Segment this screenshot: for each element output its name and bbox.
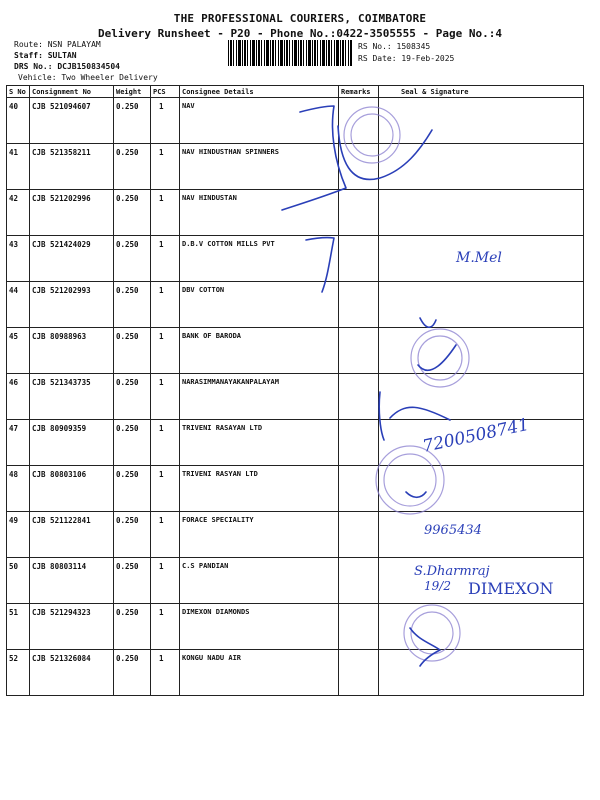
signature-cell [379, 650, 584, 696]
table-row [7, 512, 584, 558]
remarks-cell [339, 282, 379, 328]
pcs-cell: 1 [151, 144, 180, 190]
weight-cell: 0.250 [114, 328, 151, 374]
weight-cell: 0.250 [114, 650, 151, 696]
sno-cell: 46 [7, 374, 30, 420]
signature-cell [379, 328, 584, 374]
pcs-cell: 1 [151, 650, 180, 696]
col-remarks: Remarks [339, 86, 379, 98]
remarks-cell [339, 328, 379, 374]
consignee-cell: NAV HINDUSTAN [180, 190, 339, 236]
barcode [228, 40, 352, 66]
table-row [7, 282, 584, 328]
remarks-cell [339, 512, 379, 558]
pcs-cell: 1 [151, 190, 180, 236]
rs-number: RS No.: 1508345 [358, 42, 431, 51]
phone-number-handwritten: 7200508741 [420, 414, 531, 457]
remarks-cell [339, 374, 379, 420]
consignment-cell: CJB 521343735 [30, 374, 114, 420]
sno-cell: 44 [7, 282, 30, 328]
consignee-cell: D.B.V COTTON MILLS PVT [180, 236, 339, 282]
remarks-cell [339, 558, 379, 604]
weight-cell: 0.250 [114, 98, 151, 144]
signature-cell [379, 282, 584, 328]
consignee-cell: BANK OF BARODA [180, 328, 339, 374]
consignment-cell: CJB 521094607 [30, 98, 114, 144]
pcs-cell: 1 [151, 466, 180, 512]
consignee-cell: FORACE SPECIALITY [180, 512, 339, 558]
sno-cell: 49 [7, 512, 30, 558]
table-row [7, 374, 584, 420]
consignee-cell: DBV COTTON [180, 282, 339, 328]
runsheet-table [6, 85, 584, 696]
signature-cell [379, 144, 584, 190]
table-row [7, 328, 584, 374]
remarks-cell [339, 236, 379, 282]
pcs-cell: 1 [151, 236, 180, 282]
sno-cell: 52 [7, 650, 30, 696]
table-row [7, 650, 584, 696]
weight-cell: 0.250 [114, 144, 151, 190]
remarks-cell [339, 144, 379, 190]
pcs-cell: 1 [151, 328, 180, 374]
staff-label: Staff: SULTAN [14, 51, 77, 60]
consignee-cell: TRIVENI RASAYAN LTD [180, 420, 339, 466]
consignment-cell: CJB 521326084 [30, 650, 114, 696]
consignee-cell: NAV HINDUSTHAN SPINNERS [180, 144, 339, 190]
consignment-cell: CJB 521122841 [30, 512, 114, 558]
sno-cell: 47 [7, 420, 30, 466]
table-header-row [7, 86, 584, 98]
weight-cell: 0.250 [114, 466, 151, 512]
signature-cell [379, 374, 584, 420]
consignment-cell: CJB 521202996 [30, 190, 114, 236]
consignment-cell: CJB 521424029 [30, 236, 114, 282]
sno-cell: 42 [7, 190, 30, 236]
remarks-cell [339, 604, 379, 650]
consignment-cell: CJB 521202993 [30, 282, 114, 328]
consignment-cell: CJB 80909359 [30, 420, 114, 466]
sno-cell: 45 [7, 328, 30, 374]
sno-cell: 43 [7, 236, 30, 282]
weight-cell: 0.250 [114, 512, 151, 558]
route-label: Route: NSN PALAYAM [14, 40, 101, 49]
consignment-cell: CJB 521294323 [30, 604, 114, 650]
pcs-cell: 1 [151, 98, 180, 144]
signature-cell [379, 558, 584, 604]
consignment-cell: CJB 521358211 [30, 144, 114, 190]
date-handwritten: 19/2 [424, 579, 451, 593]
col-consignment: Consignment No [30, 86, 114, 98]
table-row [7, 236, 584, 282]
weight-cell: 0.250 [114, 282, 151, 328]
pcs-cell: 1 [151, 558, 180, 604]
runsheet-subtitle: Delivery Runsheet - P20 - Phone No.:0422-3505555 - Page No.:4 [98, 27, 502, 40]
remarks-cell [339, 420, 379, 466]
remarks-cell [339, 98, 379, 144]
consignee-cell: TRIVENI RASYAN LTD [180, 466, 339, 512]
table-row [7, 466, 584, 512]
signature-cell [379, 512, 584, 558]
weight-cell: 0.250 [114, 604, 151, 650]
table-row [7, 420, 584, 466]
table-row [7, 98, 584, 144]
weight-cell: 0.250 [114, 374, 151, 420]
rs-date: RS Date: 19-Feb-2025 [358, 54, 455, 63]
phone-number-handwritten: 9965434 [424, 523, 482, 538]
consignment-cell: CJB 80803106 [30, 466, 114, 512]
sno-cell: 40 [7, 98, 30, 144]
table-row [7, 190, 584, 236]
table-row [7, 604, 584, 650]
consignment-cell: CJB 80803114 [30, 558, 114, 604]
sno-cell: 50 [7, 558, 30, 604]
signature-cell [379, 236, 584, 282]
pcs-cell: 1 [151, 374, 180, 420]
consignee-cell: C.S PANDIAN [180, 558, 339, 604]
col-consignee: Consignee Details [180, 86, 339, 98]
signature-cell [379, 420, 584, 466]
signature-cell [379, 604, 584, 650]
weight-cell: 0.250 [114, 558, 151, 604]
sno-cell: 48 [7, 466, 30, 512]
table-row [7, 558, 584, 604]
weight-cell: 0.250 [114, 236, 151, 282]
signature-cell [379, 98, 584, 144]
table-row [7, 144, 584, 190]
pcs-cell: 1 [151, 282, 180, 328]
consignment-cell: CJB 80988963 [30, 328, 114, 374]
col-pcs: PCS [151, 86, 180, 98]
weight-cell: 0.250 [114, 190, 151, 236]
vehicle-label: Vehicle: Two Wheeler Delivery [18, 73, 158, 82]
consignee-cell: KONGU NADU AIR [180, 650, 339, 696]
col-weight: Weight [114, 86, 151, 98]
col-seal-signature: Seal & Signature [379, 86, 584, 98]
pcs-cell: 1 [151, 512, 180, 558]
col-sno: S No [7, 86, 30, 98]
consignee-cell: NAV [180, 98, 339, 144]
drs-label: DRS No.: DCJB150834504 [14, 62, 120, 71]
company-title: THE PROFESSIONAL COURIERS, COIMBATORE [173, 12, 427, 25]
remarks-cell [339, 650, 379, 696]
sno-cell: 41 [7, 144, 30, 190]
sno-cell: 51 [7, 604, 30, 650]
signature-text: M.Mel [456, 250, 502, 266]
remarks-cell [339, 466, 379, 512]
signature-cell [379, 190, 584, 236]
consignee-cell: DIMEXON DIAMONDS [180, 604, 339, 650]
signature-cell [379, 466, 584, 512]
pcs-cell: 1 [151, 420, 180, 466]
weight-cell: 0.250 [114, 420, 151, 466]
company-handwritten: DIMEXON [468, 579, 554, 598]
pcs-cell: 1 [151, 604, 180, 650]
receiver-name-handwritten: S.Dharmraj [414, 564, 490, 579]
consignee-cell: NARASIMMANAYAKANPALAYAM [180, 374, 339, 420]
remarks-cell [339, 190, 379, 236]
